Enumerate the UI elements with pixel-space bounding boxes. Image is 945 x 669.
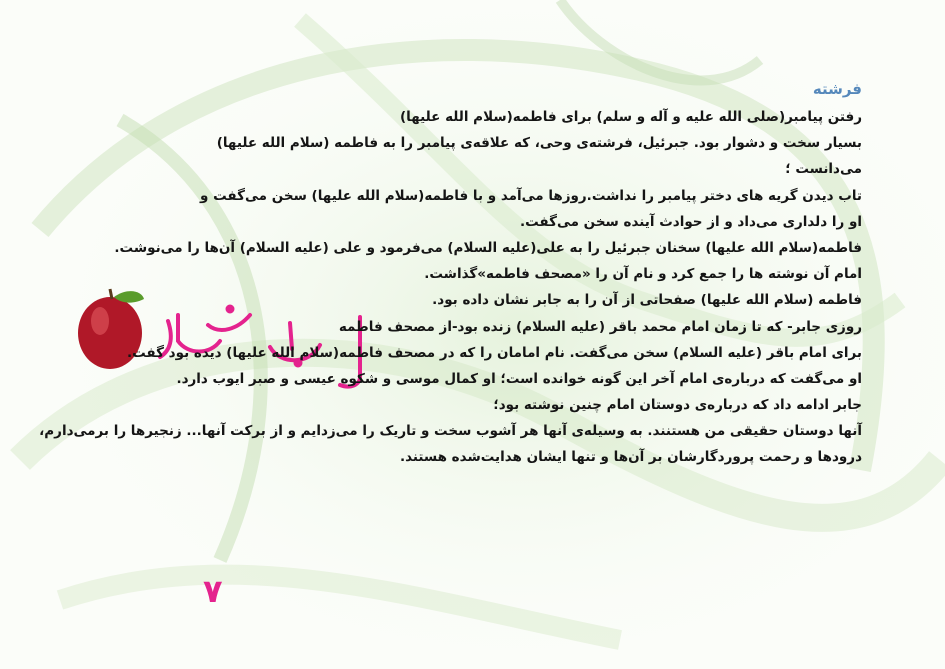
text-line: می‌دانست ؛ [785,161,862,178]
body-text [39,104,862,471]
text-line: او را دلداری می‌داد و از حوادث آینده سخن می‌گفت. [519,213,862,230]
text-line: رفتن پیامبر(صلی الله علیه و آله و سلم) برای فاطمه(سلام الله علیها) [399,109,862,125]
text-line: روزی جابر- که تا زمان امام محمد باقر (علیه السلام) زنده بود-از مصحف فاطمه [338,318,862,335]
text-line: تاب دیدن گریه های دختر پیامبر را نداشت.روزها می‌آمد و با فاطمه(سلام الله علیها) سخن می‌گفت و [200,187,862,204]
text-line: درودها و رحمت پروردگارشان بر آن‌ها و تنها ایشان هدایت‌شده هستند. [399,449,862,466]
text-line: فاطمه (سلام الله علیها) صفحاتی از آن را به جابر نشان داده بود. [432,292,862,309]
text-line: آنها دوستان حقیقی من هستنند. به وسیله‌ی آنها هر آشوب سخت و تاریک را می‌زدایم و از برکت آنها... زنجیرها را برمی‌دارم، [39,423,862,440]
text-line: او می‌گفت که درباره‌ی امام آخر این گونه خوانده است؛ او کمال موسی و شکوه عیسی و صبر ایوب دارد. [176,370,862,387]
page-heading: فرشته [812,80,862,98]
text-line: فاطمه(سلام الله علیها) سخنان جبرئیل را به علی(علیه السلام) می‌فرمود و علی (علیه السلام) آن‌ها را می‌نوشت. [114,239,862,256]
text-line: امام آن نوشته ها را جمع کرد و نام آن را «مصحف فاطمه»گذاشت. [424,266,862,283]
text-line: برای امام باقر (علیه السلام) سخن می‌گفت. نام امامان را که در مصحف فاطمه(سلام الله علیها) دیده بود گفت. [127,344,862,361]
page-number: ۷ [203,572,223,610]
text-line: جابر ادامه داد که درباره‌ی دوستان امام چنین نوشته بود؛ [493,397,862,414]
text-line: بسیار سخت و دشوار بود. جبرئیل، فرشته‌ی وحی، که علاقه‌ی پیامبر را به فاطمه (سلام الله علیها) [216,135,862,152]
